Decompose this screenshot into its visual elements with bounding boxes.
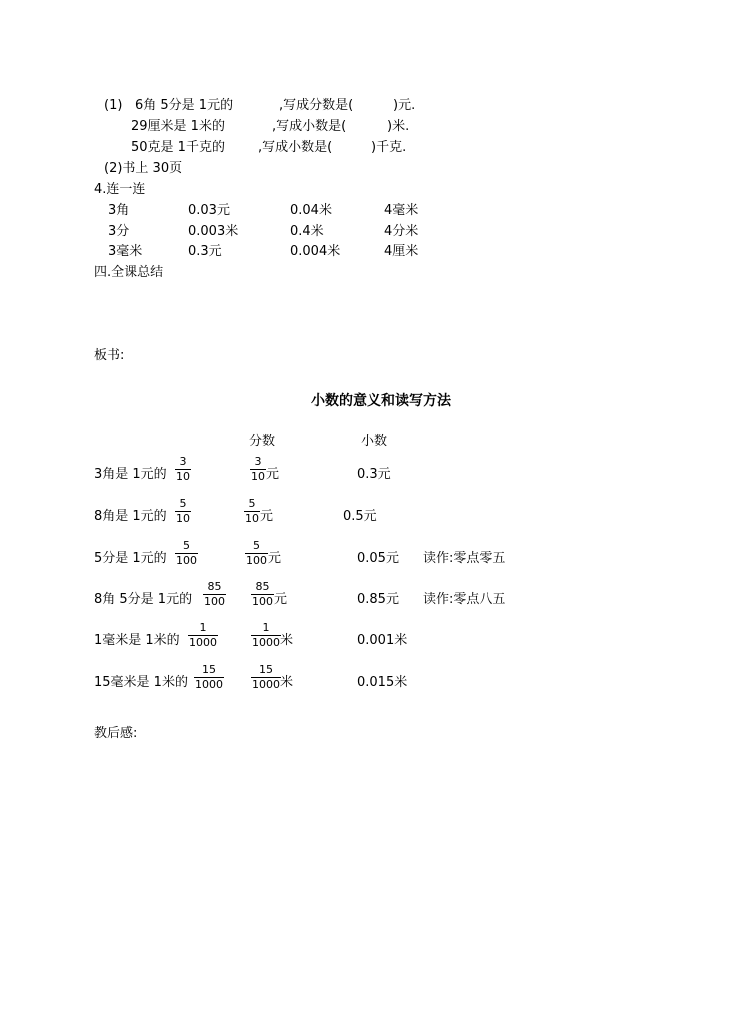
value-fraction: 85 100: [252, 580, 273, 608]
connect-cell: 4厘米: [384, 244, 419, 259]
value-fraction: 5 100: [246, 539, 267, 567]
row-prefix: 1毫米是 1米的: [94, 633, 180, 648]
prefix-fraction: 15 1000: [195, 663, 223, 691]
connect-cell: 0.04米: [290, 203, 332, 218]
connect-cell: 3毫米: [108, 244, 143, 259]
value-fraction: 1 1000: [252, 621, 280, 649]
row-unit: 米: [280, 633, 294, 648]
row-decimal: 0.05元: [357, 551, 399, 566]
q1-line1-mid: ,写成分数是(: [279, 98, 354, 113]
q1-line3-mid: ,写成小数是(: [258, 140, 333, 155]
row-decimal: 0.015米: [357, 675, 408, 690]
row-prefix: 15毫米是 1米的: [94, 675, 188, 690]
header-fraction: 分数: [249, 434, 276, 449]
connect-cell: 0.3元: [188, 244, 222, 259]
prefix-fraction: 5 100: [176, 539, 197, 567]
connect-cell: 0.003米: [188, 224, 239, 239]
q1-line3-text: 50克是 1千克的: [131, 140, 225, 155]
prefix-fraction: 5 10: [176, 497, 190, 525]
row-prefix: 5分是 1元的: [94, 551, 167, 566]
connect-cell: 0.4米: [290, 224, 324, 239]
q1-line1-text: 6角 5分是 1元的: [135, 98, 234, 113]
connect-cell: 4毫米: [384, 203, 419, 218]
connect-cell: 4分米: [384, 224, 419, 239]
connect-cell: 0.004米: [290, 244, 341, 259]
q1-line2-end: )米.: [387, 119, 410, 134]
row-unit: 元: [266, 467, 280, 482]
header-decimal: 小数: [361, 434, 388, 449]
row-prefix: 8角 5分是 1元的: [94, 592, 193, 607]
connect-cell: 3角: [108, 203, 130, 218]
value-fraction: 15 1000: [252, 663, 280, 691]
connect-cell: 0.03元: [188, 203, 230, 218]
row-decimal: 0.85元: [357, 592, 399, 607]
row-reading: 读作:零点八五: [423, 592, 506, 607]
row-unit: 米: [280, 675, 294, 690]
q1-line3-end: )千克.: [371, 140, 407, 155]
row-prefix: 3角是 1元的: [94, 467, 167, 482]
row-unit: 元: [274, 592, 288, 607]
board-label: 板书:: [94, 348, 125, 363]
prefix-fraction: 3 10: [176, 455, 190, 483]
prefix-fraction: 1 1000: [189, 621, 217, 649]
prefix-fraction: 85 100: [204, 580, 225, 608]
q2-text: (2)书上 30页: [104, 161, 183, 176]
row-unit: 元: [268, 551, 282, 566]
value-fraction: 3 10: [251, 455, 265, 483]
board-title: 小数的意义和读写方法: [311, 393, 451, 409]
row-prefix: 8角是 1元的: [94, 509, 167, 524]
connect-cell: 3分: [108, 224, 130, 239]
row-decimal: 0.001米: [357, 633, 408, 648]
connect-title: 4.连一连: [94, 182, 146, 197]
reflection-label: 教后感:: [94, 726, 138, 741]
q1-line2-text: 29厘米是 1米的: [131, 119, 225, 134]
summary-heading: 四.全课总结: [94, 265, 164, 280]
q1-line1-end: )元.: [393, 98, 416, 113]
value-fraction: 5 10: [245, 497, 259, 525]
row-decimal: 0.5元: [343, 509, 377, 524]
row-reading: 读作:零点零五: [423, 551, 506, 566]
q1-line2-mid: ,写成小数是(: [272, 119, 347, 134]
row-decimal: 0.3元: [357, 467, 391, 482]
q1-label: (1): [104, 98, 123, 113]
row-unit: 元: [260, 509, 274, 524]
